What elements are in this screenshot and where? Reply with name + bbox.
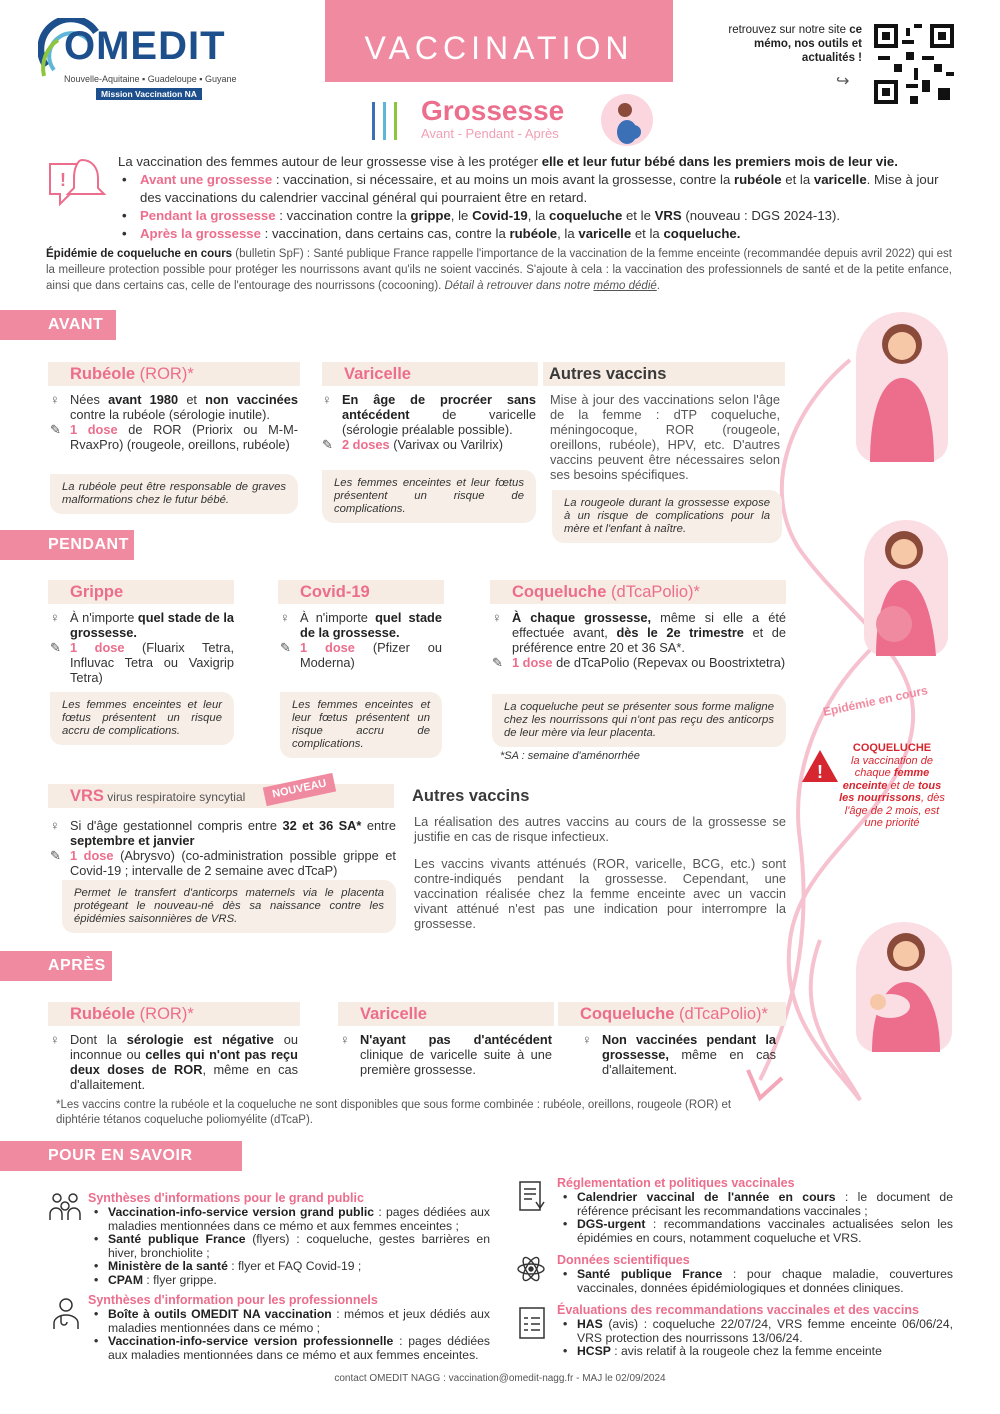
- list-item[interactable]: • Santé publique France (flyers) : coqueluche, gestes barrières en hiver, bronchiolite ;: [108, 1233, 490, 1260]
- public-info-block: Synthèses d'informations pour le grand public • Vaccination-info-service version grand public : pages dédiées aux maladies mentionnées dans ce mémo et aux femmes enceintes ; • Santé publique France (flyers) : coqueluche, gestes barrières en hiver, bronchiolite ; • Ministère de la santé : flyer et FAQ Covid-19 ; • CPAM : flyer grippe.: [88, 1191, 490, 1287]
- combined-vaccines-footnote: *Les vaccins contre la rubéole et la coqueluche ne sont disponibles que sous forme combinée : rubéole, oreillons, rougeole (ROR) et diphtérie tétanos coqueluche poliomyélite (dTcaP).: [56, 1099, 732, 1126]
- pendant-vrs-note: Permet le transfert d'anticorps maternels via le placenta protégeant le nouveau-né dès sa naissance contre les épidémies saisonnières de VRS.: [62, 880, 396, 933]
- pendant-vrs-body: ♀ Si d'âge gestationnel compris entre 32 et 36 SA* entre septembre et janvier ✎ 1 dose (Abrysvo) (co-administration possible grippe et Covid-19 ; intervalle de 2 semaine avec dTcaP): [50, 818, 396, 878]
- list-item[interactable]: • CPAM : flyer grippe.: [108, 1274, 490, 1288]
- epidemic-label: Epidémie en cours: [821, 683, 929, 719]
- list-item[interactable]: • Vaccination-info-service version grand public : pages dédiées aux maladies mentionnées dans ce mémo et aux femmes enceintes ;: [108, 1206, 490, 1233]
- syringe-icon: ✎: [50, 640, 61, 655]
- pertussis-callout: COQUELUCHE la vaccination de chaque femme enceinte et de tous les nourrissons, dès l'âge de 2 mois, est une priorité: [839, 742, 945, 829]
- syringe-icon: ✎: [280, 640, 291, 655]
- section-more-info: POUR EN SAVOIR PLUS: [0, 1141, 242, 1171]
- pendant-vrs-heading: VRS virus respiratoire syncytial: [48, 784, 394, 808]
- syringe-icon: ✎: [322, 437, 333, 452]
- page-title: VACCINATION: [325, 0, 673, 82]
- footer-contact: contact OMEDIT NAGG : vaccination@omedit-nagg.fr - MAJ le 02/09/2024: [334, 1373, 666, 1384]
- list-item[interactable]: • Vaccination-info-service version professionnelle : pages dédiées aux maladies mentionnées dans ce mémo et aux femmes enceintes.: [108, 1335, 490, 1362]
- doctor-icon: [52, 1296, 80, 1330]
- intro-bullet: • Pendant la grossesse : vaccination contre la grippe, le Covid-19, la coqueluche et le VRS (nouveau : DGS 2024-13).: [140, 207, 954, 225]
- pregnant-woman-icon: [601, 94, 653, 146]
- intro-bullet: • Après la grossesse : vaccination, dans certains cas, contre la rubéole, la varicelle et la coqueluche.: [140, 225, 954, 243]
- pro-info-block: Synthèses d'information pour les professionnels • Boîte à outils OMEDIT NA vaccination : mémos et jeux dédiés aux maladies mentionnées dans ce mémo ; • Vaccination-info-service version professionnelle : pages dédiées aux maladies mentionnées dans ce mémo et aux femmes enceintes.: [88, 1293, 490, 1362]
- epidemic-paragraph: Épidémie de coqueluche en cours (bulletin SpF) : Santé publique France rappelle l'importance de la vaccination de la femme enceinte (recommandée depuis avril 2022) qui est la meilleure protection possible pour protéger les nourrissons avant qu'ils ne soient vaccinés. S'ajoute à cela : la vaccination des professionnels de santé et de la petite enfance, ainsi que dans certains cas, celle de l'entourage des nourrissons (cocooning). Détail à retrouver dans notre mémo dédié.: [46, 248, 952, 292]
- avant-autres-heading: Autres vaccins: [543, 362, 785, 386]
- pendant-autres-body: La réalisation des autres vaccins au cours de la grossesse se justifie en cas de risque infectieux. Les vaccins vivants atténués (ROR, varicelle, BCG, etc.) sont contre-indiqués pendant la grossesse. Cependant, une vaccination réalisée chez la femme enceinte avec un vaccin vivant atténué n'est pas une indication pour interrompre la grossesse.: [414, 814, 786, 931]
- avant-rubeole-heading: Rubéole (ROR)*: [48, 362, 300, 386]
- apres-coqueluche-heading: Coqueluche (dTcaPolio)*: [558, 1002, 786, 1026]
- apres-rubeole-body: ♀ Dont la sérologie est négative ou inconnue ou celles qui n'ont pas reçu deux doses de ROR, même en cas d'allaitement.: [50, 1032, 298, 1092]
- avant-autres-body: Mise à jour des vaccinations selon l'âge de la femme : dTP coqueluche, méningocoque, ROR (rougeole, oreillons, rubéole), HPV, etc. D'autres vaccins peuvent être nécessaires selon ses besoins spécifiques.: [550, 392, 780, 482]
- list-item[interactable]: • HAS (avis) : coqueluche 22/07/24, VRS femme enceinte 06/06/24, VRS protection des nourrissons 13/06/24.: [577, 1318, 953, 1345]
- list-item[interactable]: • Boîte à outils OMEDIT NA vaccination : mémos et jeux dédiés aux maladies mentionnées dans ce mémo ;: [108, 1308, 490, 1335]
- section-apres: APRÈS: [0, 951, 112, 981]
- pendant-covid-heading: Covid-19: [278, 580, 444, 604]
- evaluation-block: Évaluations des recommandations vaccinales et des vaccins • HAS (avis) : coqueluche 22/07/24, VRS femme enceinte 06/06/24, VRS protection des nourrissons 13/06/24. • HCSP : avis relatif à la rougeole chez la femme enceinte: [557, 1303, 953, 1359]
- arrow-icon: ↪: [836, 73, 850, 90]
- woman-illustration-before: [856, 312, 948, 462]
- page-subtitle-2: Avant - Pendant - Après: [421, 126, 559, 141]
- pendant-grippe-heading: Grippe: [48, 580, 234, 604]
- list-item[interactable]: • Ministère de la santé : flyer et FAQ Covid-19 ;: [108, 1260, 490, 1274]
- logo-subtitle: Nouvelle-Aquitaine ▪ Guadeloupe ▪ Guyane: [64, 74, 237, 84]
- stripes-icon: [371, 102, 401, 140]
- logo-badge: Mission Vaccination NA: [96, 88, 202, 100]
- alert-bell-icon: [46, 156, 110, 212]
- memo-link[interactable]: mémo dédié: [593, 280, 657, 292]
- page-subtitle: Grossesse: [421, 95, 565, 126]
- test-checklist-icon: [518, 1306, 546, 1340]
- avant-rubeole-note: La rubéole peut être responsable de graves malformations chez le futur bébé.: [50, 474, 298, 514]
- pendant-grippe-body: ♀ À n'importe quel stade de la grossesse. ✎ 1 dose (Fluarix Tetra, Influvac Tetra ou Vaxigrip Tetra): [50, 610, 234, 685]
- woman-icon: ♀: [50, 610, 60, 625]
- woman-icon: ♀: [280, 610, 290, 625]
- apres-rubeole-heading: Rubéole (ROR)*: [48, 1002, 300, 1026]
- pendant-covid-body: ♀ À n'importe quel stade de la grossesse. ✎ 1 dose (Pfizer ou Moderna): [280, 610, 442, 670]
- qr-caption: retrouvez sur notre site ce mémo, nos outils et actualités !: [728, 24, 862, 64]
- people-group-icon: [48, 1192, 82, 1222]
- intro-text: La vaccination des femmes autour de leur grossesse vise à les protéger elle et leur futur bébé dans les premiers mois de leur vie. • Avant une grossesse : vaccination, si nécessaire, et au moins un mois avant la grossesse, contre la rubéole et la varicelle. Mise à jour des vaccinations du calendrier vaccinal général qui pourraient être en retard. • Pendant la grossesse : vaccination contre la grippe, le Covid-19, la coqueluche et le VRS (nouveau : DGS 2024-13). • Après la grossesse : vaccination, dans certains cas, contre la rubéole, la varicelle et la coqueluche.: [118, 153, 954, 243]
- woman-icon: ♀: [50, 818, 60, 833]
- pendant-coqueluche-note: La coqueluche peut se présenter sous forme maligne chez les nourrissons qui n'ont pas reçu des anticorps de leur mère via leur placenta.: [492, 694, 786, 747]
- list-item[interactable]: • Calendrier vaccinal de l'année en cours : le document de référence précisant les recommandations vaccinales ;: [577, 1191, 953, 1218]
- pendant-grippe-note: Les femmes enceintes et leur fœtus présentent un risque accru de complications.: [50, 692, 234, 745]
- apres-coqueluche-body: ♀ Non vaccinées pendant la grossesse, même en cas d'allaitement.: [582, 1032, 776, 1077]
- woman-icon: ♀: [582, 1032, 592, 1047]
- regulation-block: Réglementation et politiques vaccinales • Calendrier vaccinal de l'année en cours : le document de référence précisant les recommandations vaccinales ; • DGS-urgent : recommandations vaccinales actualisées selon les épidémies en cours, notamment coqueluche et VRS.: [557, 1176, 953, 1245]
- woman-icon: ♀: [50, 1032, 60, 1047]
- syringe-icon: ✎: [50, 422, 61, 437]
- sa-footnote: *SA : semaine d'aménorrhée: [500, 750, 640, 762]
- pendant-autres-heading: Autres vaccins: [412, 787, 530, 805]
- avant-varicelle-note: Les femmes enceintes et leur fœtus présentent un risque de complications.: [322, 470, 536, 523]
- svg-text:!: !: [817, 762, 823, 782]
- list-item[interactable]: • HCSP : avis relatif à la rougeole chez la femme enceinte: [577, 1345, 953, 1359]
- woman-illustration-with-baby: [856, 922, 952, 1052]
- woman-icon: ♀: [340, 1032, 350, 1047]
- woman-icon: ♀: [322, 392, 332, 407]
- apres-varicelle-body: ♀ N'ayant pas d'antécédent clinique de varicelle suite à une première grossesse.: [340, 1032, 552, 1077]
- woman-icon: ♀: [50, 392, 60, 407]
- section-avant: AVANT: [0, 310, 116, 340]
- avant-rubeole-body: ♀ Nées avant 1980 et non vaccinées contre la rubéole (sérologie inutile). ✎ 1 dose de ROR (Priorix ou M-M-RvaxPro) (rougeole, oreillons, rubéole): [50, 392, 298, 452]
- apres-varicelle-heading: Varicelle: [338, 1002, 554, 1026]
- pendant-coqueluche-body: ♀ À chaque grossesse, même si elle a été effectuée avant, dès le 2e trimestre et de préférence entre 20 et 36 SA*. ✎ 1 dose de dTcaPolio (Repevax ou Boostrixtetra): [492, 610, 786, 670]
- new-badge: NOUVEAU: [263, 773, 336, 807]
- syringe-icon: ✎: [50, 848, 61, 863]
- intro-bullet: • Avant une grossesse : vaccination, si nécessaire, et au moins un mois avant la grossesse, contre la rubéole et la varicelle. Mise à jour des vaccinations du calendrier vaccinal général qui pourraient être en retard.: [140, 171, 954, 207]
- list-item[interactable]: • Santé publique France : pour chaque maladie, couvertures vaccinales, données épidémiologiques et données cliniques.: [577, 1268, 953, 1295]
- woman-icon: ♀: [492, 610, 502, 625]
- document-icon: [518, 1180, 546, 1214]
- science-block: Données scientifiques • Santé publique France : pour chaque maladie, couvertures vaccinales, données épidémiologiques et données cliniques.: [557, 1253, 953, 1295]
- section-pendant: PENDANT: [0, 530, 134, 560]
- qr-code[interactable]: [874, 24, 954, 104]
- woman-illustration-pregnant: [864, 520, 948, 656]
- logo: OMEDIT: [64, 24, 226, 68]
- list-item[interactable]: • DGS-urgent : recommandations vaccinales actualisées selon les épidémies en cours, notamment coqueluche et VRS.: [577, 1218, 953, 1245]
- warning-icon: [800, 748, 840, 784]
- pendant-coqueluche-heading: Coqueluche (dTcaPolio)*: [490, 580, 786, 604]
- syringe-icon: ✎: [492, 655, 503, 670]
- avant-autres-note: La rougeole durant la grossesse expose à un risque de complications pour la mère et l'enfant à naître.: [552, 490, 782, 543]
- avant-varicelle-body: ♀ En âge de procréer sans antécédent de varicelle (sérologie préalable possible). ✎ 2 doses (Varivax ou Varilrix): [322, 392, 536, 452]
- pendant-covid-note: Les femmes enceintes et leur fœtus présentent un risque accru de complications.: [280, 692, 442, 758]
- atom-icon: [516, 1254, 546, 1284]
- avant-varicelle-heading: Varicelle: [322, 362, 538, 386]
- svg-text:!: !: [60, 170, 66, 190]
